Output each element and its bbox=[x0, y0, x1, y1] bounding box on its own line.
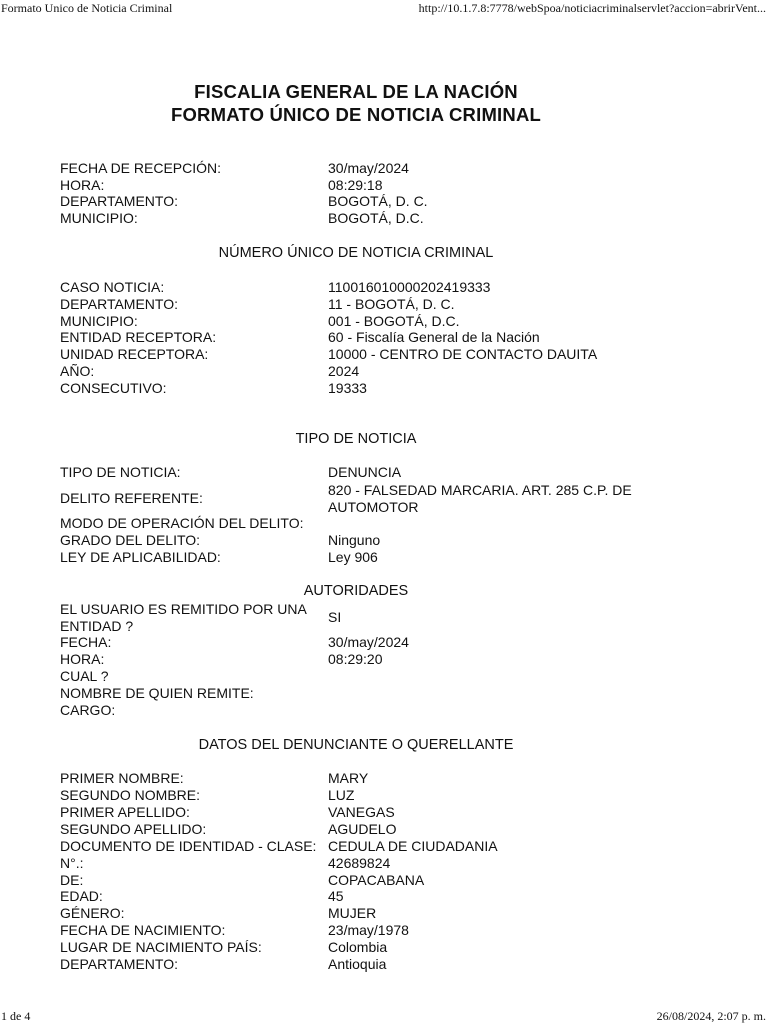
field-label: DEPARTAMENTO: bbox=[60, 193, 178, 209]
field-value: BOGOTÁ, D.C. bbox=[328, 210, 424, 226]
field-row bbox=[60, 787, 720, 804]
field-row bbox=[60, 482, 720, 516]
field-value: VANEGAS bbox=[328, 804, 395, 820]
field-row bbox=[60, 313, 720, 330]
field-value: 11 - BOGOTÁ, D. C. bbox=[328, 296, 455, 312]
field-label: LUGAR DE NACIMIENTO PAÍS: bbox=[60, 939, 262, 955]
field-row bbox=[60, 346, 720, 363]
field-value: Ninguno bbox=[328, 532, 381, 548]
field-label: CONSECUTIVO: bbox=[60, 380, 167, 396]
field-row bbox=[60, 329, 720, 346]
field-label: EDAD: bbox=[60, 888, 103, 904]
document-title-line-2: FORMATO ÚNICO DE NOTICIA CRIMINAL bbox=[170, 104, 542, 125]
field-row bbox=[60, 210, 720, 227]
field-value: CEDULA DE CIUDADANIA bbox=[328, 838, 498, 854]
field-row bbox=[60, 651, 720, 668]
page-url: http://10.1.7.8:7778/webSpoa/noticiacriminalservlet?accion=abrirVent... bbox=[418, 1, 766, 15]
section-heading-autoridades: AUTORIDADES bbox=[303, 583, 409, 599]
field-value: MARY bbox=[328, 770, 369, 786]
field-row bbox=[60, 804, 720, 821]
print-datetime: 26/08/2024, 2:07 p. m. bbox=[656, 1009, 766, 1023]
field-label: AÑO: bbox=[60, 363, 95, 379]
field-row bbox=[60, 685, 720, 702]
field-label: PRIMER APELLIDO: bbox=[60, 804, 190, 820]
field-label: EL USUARIO ES REMITIDO POR UNA ENTIDAD ? bbox=[60, 601, 307, 634]
field-row bbox=[60, 770, 720, 787]
field-label: DEPARTAMENTO: bbox=[60, 956, 178, 972]
field-label: GÉNERO: bbox=[60, 905, 125, 921]
field-label: HORA: bbox=[60, 177, 105, 193]
field-value: 30/may/2024 bbox=[328, 160, 409, 176]
field-value: 001 - BOGOTÁ, D.C. bbox=[328, 313, 460, 329]
field-row bbox=[60, 855, 720, 872]
section-heading-numero: NÚMERO ÚNICO DE NOTICIA CRIMINAL bbox=[218, 245, 494, 261]
field-label: UNIDAD RECEPTORA: bbox=[60, 346, 209, 362]
field-value: 2024 bbox=[328, 363, 360, 379]
field-label: NOMBRE DE QUIEN REMITE: bbox=[60, 685, 254, 701]
field-label: GRADO DEL DELITO: bbox=[60, 532, 201, 548]
field-label: DE: bbox=[60, 872, 84, 888]
field-row bbox=[60, 464, 720, 481]
field-row bbox=[60, 922, 720, 939]
field-value: 42689824 bbox=[328, 855, 391, 871]
field-value: Ley 906 bbox=[328, 549, 378, 565]
field-value: 110016010000202419333 bbox=[328, 279, 491, 295]
field-label: TIPO DE NOTICIA: bbox=[60, 464, 181, 480]
document-title-line-1: FISCALIA GENERAL DE LA NACIÓN bbox=[194, 81, 518, 102]
field-value: MUJER bbox=[328, 905, 377, 921]
field-value: AGUDELO bbox=[328, 821, 397, 837]
field-label: FECHA DE NACIMIENTO: bbox=[60, 922, 226, 938]
field-value: 08:29:20 bbox=[328, 651, 383, 667]
field-row bbox=[60, 515, 720, 532]
field-row bbox=[60, 821, 720, 838]
field-row bbox=[60, 888, 720, 905]
field-row bbox=[60, 634, 720, 651]
field-label: DOCUMENTO DE IDENTIDAD - CLASE: bbox=[60, 838, 317, 854]
field-value: 60 - Fiscalía General de la Nación bbox=[328, 329, 540, 345]
field-label: CARGO: bbox=[60, 702, 116, 718]
field-value: 23/may/1978 bbox=[328, 922, 409, 938]
field-value: COPACABANA bbox=[328, 872, 425, 888]
field-value: 45 bbox=[328, 888, 344, 904]
field-row bbox=[60, 872, 720, 889]
field-row bbox=[60, 380, 720, 397]
field-label: CUAL ? bbox=[60, 668, 109, 684]
field-label: MUNICIPIO: bbox=[60, 210, 138, 226]
page-title-header: Formato Unico de Noticia Criminal bbox=[1, 1, 173, 15]
print-footer bbox=[0, 1008, 768, 1024]
field-label: ENTIDAD RECEPTORA: bbox=[60, 329, 217, 345]
field-row bbox=[60, 905, 720, 922]
print-header bbox=[0, 0, 768, 16]
field-value: LUZ bbox=[328, 787, 355, 803]
field-value: Antioquia bbox=[328, 956, 387, 972]
field-value: 08:29:18 bbox=[328, 177, 383, 193]
field-label: SEGUNDO NOMBRE: bbox=[60, 787, 201, 803]
field-row bbox=[60, 532, 720, 549]
field-label: PRIMER NOMBRE: bbox=[60, 770, 184, 786]
field-row bbox=[60, 939, 720, 956]
field-value: DENUNCIA bbox=[328, 464, 402, 480]
field-label: SEGUNDO APELLIDO: bbox=[60, 821, 207, 837]
field-row bbox=[60, 296, 720, 313]
field-value: 10000 - CENTRO DE CONTACTO DAUITA bbox=[328, 346, 598, 362]
field-row bbox=[60, 956, 720, 973]
field-label: MUNICIPIO: bbox=[60, 313, 138, 329]
field-row bbox=[60, 160, 720, 177]
field-row bbox=[60, 838, 720, 855]
field-value: 19333 bbox=[328, 380, 367, 396]
section-heading-denunciante: DATOS DEL DENUNCIANTE O QUERELLANTE bbox=[198, 737, 514, 753]
section-heading-tipo: TIPO DE NOTICIA bbox=[295, 431, 417, 447]
field-row bbox=[60, 549, 720, 566]
field-label: DELITO REFERENTE: bbox=[60, 490, 203, 506]
field-label: MODO DE OPERACIÓN DEL DELITO: bbox=[60, 515, 304, 531]
field-row bbox=[60, 601, 720, 635]
field-row bbox=[60, 177, 720, 194]
field-label: LEY DE APLICABILIDAD: bbox=[60, 549, 221, 565]
field-row bbox=[60, 363, 720, 380]
field-value: 30/may/2024 bbox=[328, 634, 409, 650]
field-label: DEPARTAMENTO: bbox=[60, 296, 178, 312]
field-value: BOGOTÁ, D. C. bbox=[328, 193, 428, 209]
field-label: HORA: bbox=[60, 651, 105, 667]
field-value: 820 - FALSEDAD MARCARIA. ART. 285 C.P. DE AUTOMOTOR bbox=[328, 482, 632, 515]
field-label: CASO NOTICIA: bbox=[60, 279, 165, 295]
field-value: SI bbox=[328, 609, 342, 625]
field-row bbox=[60, 193, 720, 210]
field-label: FECHA DE RECEPCIÓN: bbox=[60, 160, 222, 176]
field-row bbox=[60, 279, 720, 296]
field-value: Colombia bbox=[328, 939, 388, 955]
field-label: FECHA: bbox=[60, 634, 112, 650]
field-label: N°.: bbox=[60, 855, 84, 871]
field-row bbox=[60, 668, 720, 685]
page-number: 1 de 4 bbox=[1, 1009, 31, 1023]
field-row bbox=[60, 702, 720, 719]
